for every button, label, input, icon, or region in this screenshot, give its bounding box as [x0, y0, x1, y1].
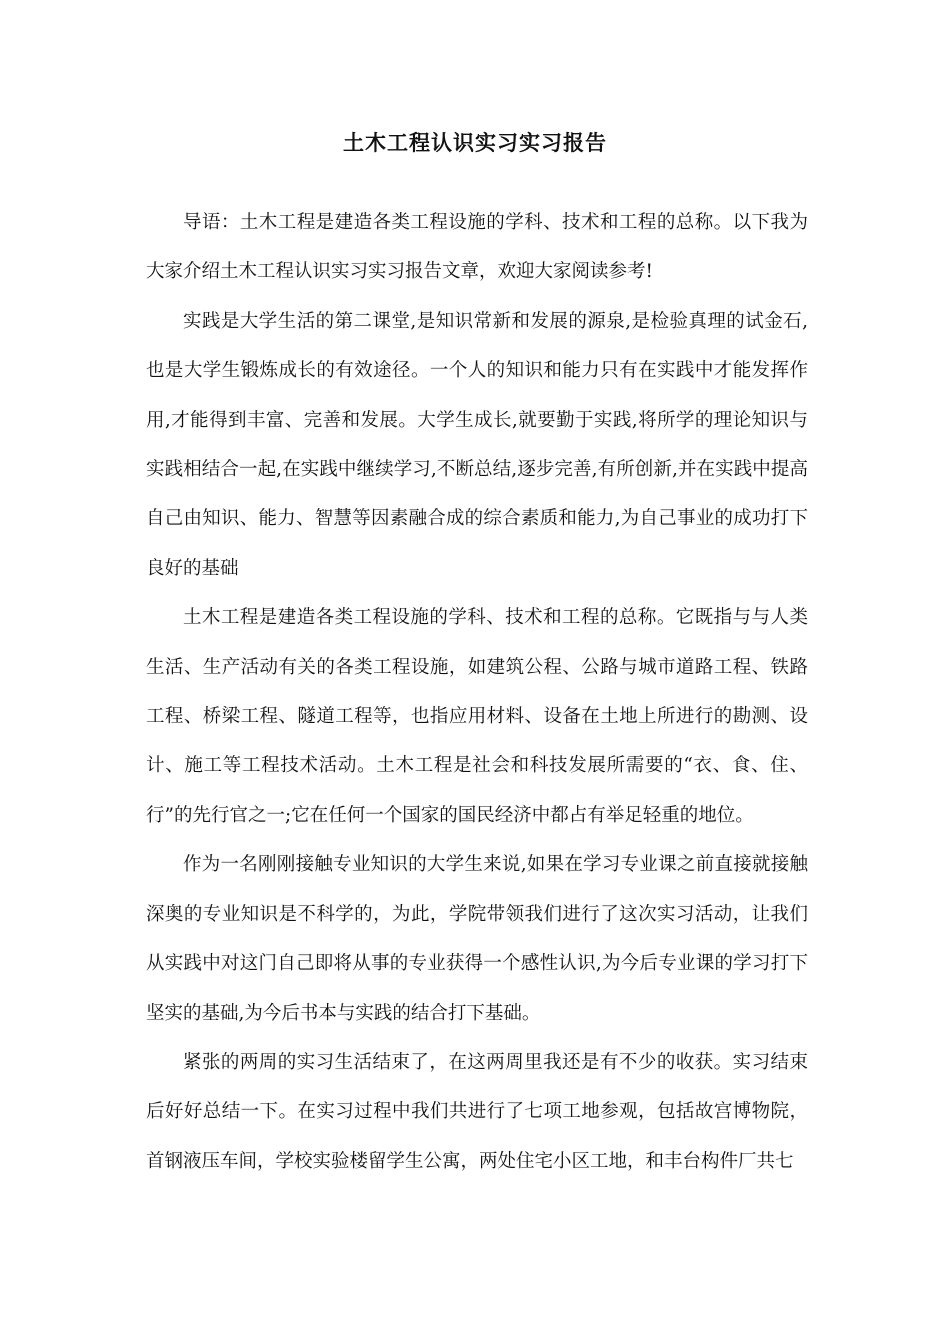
paragraph-summary: 紧张的两周的实习生活结束了，在这两周里我还是有不少的收获。实习结束后好好总结一下。在实习过程中我们共进行了七项工地参观，包括故宫博物院，首钢液压车间，学校实验楼留学生公寓，两处住宅小区工地，和丰台构件厂共七 [146, 1051, 808, 1172]
paragraph-practice: 实践是大学生活的第二课堂,是知识常新和发展的源泉,是检验真理的试金石,也是大学生锻炼成长的有效途径。一个人的知识和能力只有在实践中才能发挥作用,才能得到丰富、完善和发展。大学生成长,就要勤于实践,将所学的理论知识与实践相结合一起,在实践中继续学习,不断总结,逐步完善,有所创新,并在实践中提高自己由知识、能力、智慧等因素融合成的综合素质和能力,为自己事业的成功打下良好的基础 [146, 310, 808, 579]
document-body [146, 198, 808, 1186]
document-title: 土木工程认识实习实习报告 [343, 131, 607, 155]
paragraph-purpose: 作为一名刚刚接触专业知识的大学生来说,如果在学习专业课之前直接就接触深奥的专业知识是不科学的，为此，学院带领我们进行了这次实习活动，让我们从实践中对这门自己即将从事的专业获得一个感性认识,为今后专业课的学习打下坚实的基础,为今后书本与实践的结合打下基础。 [146, 854, 808, 1024]
paragraph-intro: 导语：土木工程是建造各类工程设施的学科、技术和工程的总称。以下我为大家介绍土木工程认识实习实习报告文章，欢迎大家阅读参考! [146, 212, 808, 283]
paragraph-civil-engineering: 土木工程是建造各类工程设施的学科、技术和工程的总称。它既指与与人类生活、生产活动有关的各类工程设施，如建筑公程、公路与城市道路工程、铁路工程、桥梁工程、隧道工程等，也指应用材料、设备在土地上所进行的勘测、设计、施工等工程技术活动。土木工程是社会和科技发展所需要的“衣、食、住、行”的先行官之一;它在任何一个国家的国民经济中都占有举足轻重的地位。 [146, 607, 808, 826]
